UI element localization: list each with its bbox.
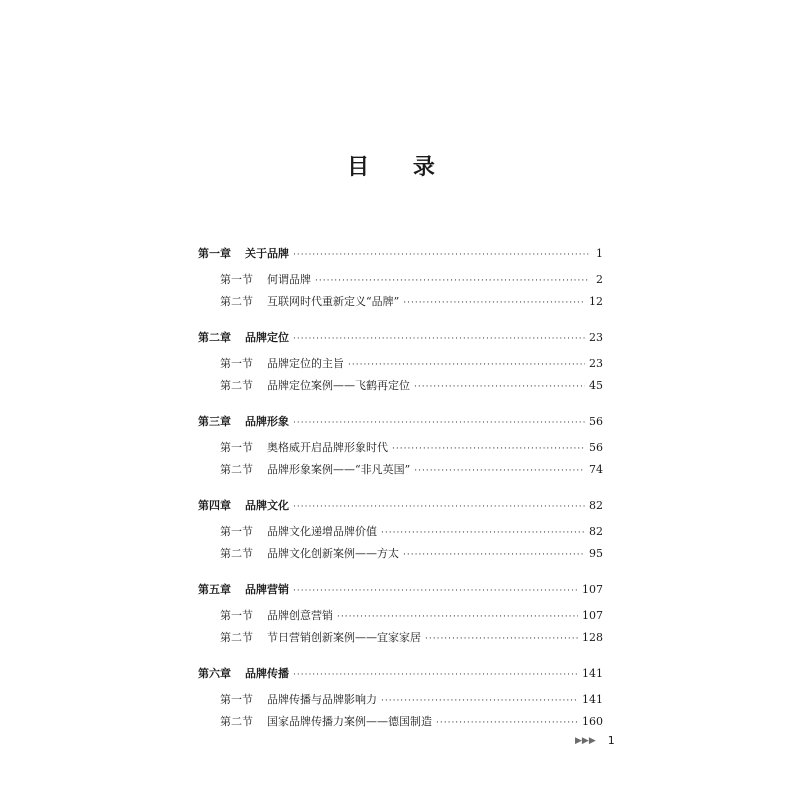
section-title: 互联网时代重新定义“品牌” xyxy=(267,295,400,308)
dot-leader xyxy=(403,550,585,560)
chapter-page: 23 xyxy=(589,331,603,344)
chapter-title: 品牌形象 xyxy=(245,415,289,428)
section-title: 节日营销创新案例——宜家家居 xyxy=(267,631,421,644)
toc-section-row[interactable] xyxy=(198,545,603,567)
dot-leader xyxy=(414,382,585,392)
dot-leader xyxy=(425,634,578,644)
chapter-title: 品牌传播 xyxy=(245,667,289,680)
chapter-page: 1 xyxy=(596,247,603,260)
chapter-number: 第二章 xyxy=(198,331,231,344)
page-title: 目 录 xyxy=(347,154,453,180)
dot-leader xyxy=(337,612,578,622)
dot-leader xyxy=(293,418,585,428)
chapter-number: 第五章 xyxy=(198,583,231,596)
section-number: 第二节 xyxy=(220,631,253,644)
toc-section-row[interactable] xyxy=(198,607,603,629)
toc-chapter-row[interactable] xyxy=(198,497,603,519)
dot-leader xyxy=(293,670,578,680)
toc-section-row[interactable] xyxy=(198,271,603,293)
toc-chapter-row[interactable] xyxy=(198,413,603,435)
toc-section-row[interactable] xyxy=(198,377,603,399)
section-page: 12 xyxy=(589,295,603,308)
dot-leader xyxy=(293,334,585,344)
chapter-title: 品牌定位 xyxy=(245,331,289,344)
dot-leader xyxy=(315,276,589,286)
chapter-title: 品牌文化 xyxy=(245,499,289,512)
dot-leader xyxy=(392,444,585,454)
toc-chapter-row[interactable] xyxy=(198,581,603,603)
chapter-title: 关于品牌 xyxy=(245,247,289,260)
chapter-number: 第四章 xyxy=(198,499,231,512)
chapter-page: 107 xyxy=(582,583,603,596)
section-page: 128 xyxy=(582,631,603,644)
arrow-icon: ▶▶▶ xyxy=(575,735,596,746)
section-title: 品牌传播与品牌影响力 xyxy=(267,693,377,706)
section-title: 品牌定位案例——飞鹤再定位 xyxy=(267,379,410,392)
chapter-number: 第一章 xyxy=(198,247,231,260)
section-title: 品牌文化创新案例——方太 xyxy=(267,547,399,560)
section-page: 141 xyxy=(582,693,603,706)
dot-leader xyxy=(414,466,585,476)
section-number: 第二节 xyxy=(220,547,253,560)
toc-section-row[interactable] xyxy=(198,523,603,545)
dot-leader xyxy=(293,586,578,596)
toc-section-row[interactable] xyxy=(198,293,603,315)
section-title: 品牌定位的主旨 xyxy=(267,357,344,370)
toc-chapter-row[interactable] xyxy=(198,245,603,267)
section-page: 82 xyxy=(589,525,603,538)
section-number: 第一节 xyxy=(220,525,253,538)
section-page: 23 xyxy=(589,357,603,370)
dot-leader xyxy=(293,502,585,512)
section-number: 第一节 xyxy=(220,693,253,706)
section-title: 品牌文化递增品牌价值 xyxy=(267,525,377,538)
section-title: 何谓品牌 xyxy=(267,273,311,286)
dot-leader xyxy=(293,250,589,260)
chapter-page: 82 xyxy=(589,499,603,512)
chapter-number: 第六章 xyxy=(198,667,231,680)
toc-section-row[interactable] xyxy=(198,461,603,483)
dot-leader xyxy=(381,696,578,706)
section-title: 奥格威开启品牌形象时代 xyxy=(267,441,388,454)
chapter-number: 第三章 xyxy=(198,415,231,428)
section-page: 74 xyxy=(589,463,603,476)
section-number: 第二节 xyxy=(220,715,253,728)
table-of-contents xyxy=(198,245,603,735)
section-page: 107 xyxy=(582,609,603,622)
section-number: 第一节 xyxy=(220,357,253,370)
section-number: 第二节 xyxy=(220,463,253,476)
section-page: 56 xyxy=(589,441,603,454)
section-number: 第一节 xyxy=(220,273,253,286)
dot-leader xyxy=(436,718,578,728)
section-number: 第二节 xyxy=(220,379,253,392)
section-title: 品牌创意营销 xyxy=(267,609,333,622)
section-page: 160 xyxy=(582,715,603,728)
section-number: 第一节 xyxy=(220,441,253,454)
section-number: 第一节 xyxy=(220,609,253,622)
toc-chapter-row[interactable] xyxy=(198,329,603,351)
page-number: 1 xyxy=(607,734,615,747)
chapter-title: 品牌营销 xyxy=(245,583,289,596)
section-title: 国家品牌传播力案例——德国制造 xyxy=(267,715,432,728)
section-page: 2 xyxy=(596,273,603,286)
dot-leader xyxy=(381,528,585,538)
page-footer xyxy=(575,734,615,747)
chapter-page: 141 xyxy=(582,667,603,680)
section-title: 品牌形象案例——“非凡英国” xyxy=(267,463,411,476)
chapter-page: 56 xyxy=(589,415,603,428)
toc-section-row[interactable] xyxy=(198,355,603,377)
section-number: 第二节 xyxy=(220,295,253,308)
section-page: 95 xyxy=(589,547,603,560)
toc-section-row[interactable] xyxy=(198,629,603,651)
toc-section-row[interactable] xyxy=(198,439,603,461)
section-page: 45 xyxy=(589,379,603,392)
toc-section-row[interactable] xyxy=(198,691,603,713)
dot-leader xyxy=(403,298,585,308)
dot-leader xyxy=(348,360,585,370)
toc-section-row[interactable] xyxy=(198,713,603,735)
toc-chapter-row[interactable] xyxy=(198,665,603,687)
